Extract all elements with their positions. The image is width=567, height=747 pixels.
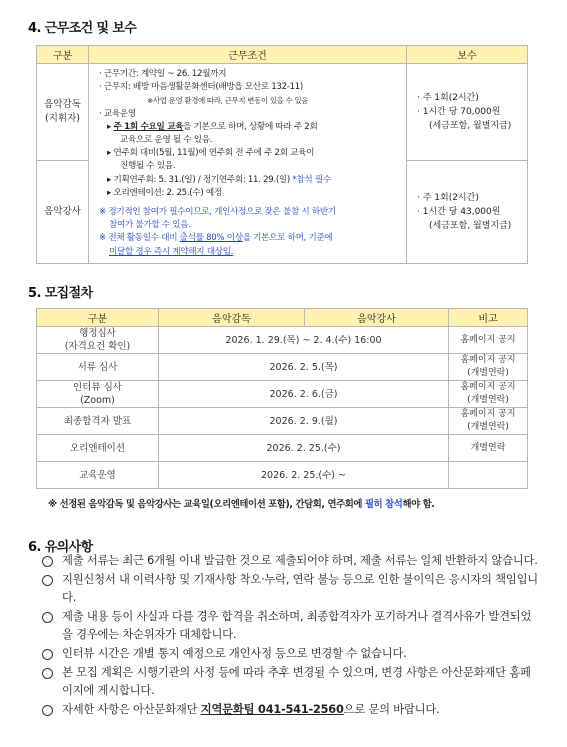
item-text: 지원신청서 내 이력사항 및 기재사항 착오·누락, 연락 불능 등으로 인한 불이익은 응시자의 책임입니다. bbox=[62, 572, 538, 605]
row-label-line: (지휘자) bbox=[45, 112, 80, 124]
header-conditions: 근무조건 bbox=[89, 46, 407, 64]
row-label-music-instructor: 음악강사 bbox=[37, 160, 89, 263]
step-label: 최종합격자 발표 bbox=[37, 408, 159, 435]
step-note-line: (개별연락) bbox=[467, 422, 509, 432]
condition-line bbox=[99, 121, 400, 134]
text-part: 해야 함. bbox=[402, 499, 435, 510]
step-label: 서류 심사 bbox=[37, 354, 159, 381]
list-item bbox=[40, 701, 540, 719]
step-label: 교육운영 bbox=[37, 462, 159, 489]
row-label-line: 음악감독 bbox=[44, 98, 81, 110]
text-emphasis: 주 1회 수요일 교육 bbox=[113, 121, 184, 132]
step-note-line: 홈페이지 공지 bbox=[460, 334, 516, 345]
step-note-line: 홈페이지 공지 bbox=[460, 355, 516, 365]
circle-bullet-icon bbox=[42, 612, 53, 623]
step-label bbox=[37, 381, 159, 408]
table-row bbox=[37, 354, 528, 381]
condition-warning bbox=[99, 232, 400, 245]
section-6-title: 6. 유의사항 bbox=[28, 540, 93, 555]
section-4-title: 4. 근무조건 및 보수 bbox=[28, 21, 137, 36]
header-pay: 보수 bbox=[407, 46, 528, 64]
pay-line: · 1시간 당 70,000원 bbox=[417, 106, 501, 117]
condition-line: ▸ 오리엔테이션: 2. 25.(수) 예정 bbox=[107, 187, 222, 198]
circle-bullet-icon bbox=[42, 556, 53, 567]
pay-line: · 주 1회(2시간) bbox=[417, 92, 479, 103]
pay-line: · 1시간 당 43,000원 bbox=[417, 206, 501, 217]
condition-note: ※사업 운영 환경에 따라, 근무지 변동이 있을 수 있음 bbox=[147, 96, 309, 106]
pay-cell-director bbox=[407, 64, 528, 161]
step-note-line: 홈페이지 공지 bbox=[460, 409, 516, 419]
step-note-line: (개별연락) bbox=[467, 368, 509, 378]
table-row bbox=[37, 64, 528, 161]
text-emphasis: 출석률 80% 이상 bbox=[179, 233, 243, 244]
list-item bbox=[40, 645, 540, 663]
step-note bbox=[449, 327, 528, 354]
table-header-row bbox=[37, 309, 528, 327]
table-row bbox=[37, 462, 528, 489]
pay-cell-instructor bbox=[407, 160, 528, 263]
item-text: 제출 서류는 최근 6개월 이내 발급한 것으로 제출되어야 하며, 제출 서류는 일체 반환하지 않습니다. bbox=[62, 554, 538, 567]
row-label-music-director bbox=[37, 64, 89, 161]
step-date: 2026. 2. 5.(목) bbox=[159, 354, 449, 381]
condition-line: · 근무기간: 계약일 ~ 26. 12월까지 bbox=[99, 69, 227, 79]
text-part: ▸ bbox=[107, 121, 114, 132]
list-item bbox=[40, 664, 540, 701]
header-instructor: 음악강사 bbox=[305, 309, 449, 327]
table-row bbox=[37, 327, 528, 354]
condition-line: 진행될 수 있음. bbox=[120, 161, 176, 172]
step-note: 개별연락 bbox=[449, 435, 528, 462]
condition-warning: 참여가 불가할 수 있음. bbox=[109, 220, 191, 231]
recruitment-procedure-table bbox=[36, 308, 528, 489]
text-part: 으로 문의 바랍니다. bbox=[343, 702, 440, 716]
step-date: 2026. 2. 25.(수) bbox=[159, 435, 449, 462]
step-note bbox=[449, 381, 528, 408]
step-note-line: (개별연락) bbox=[467, 395, 509, 405]
pay-line: (세금포함, 월별지급) bbox=[429, 220, 512, 231]
step-date: 2026. 2. 6.(금) bbox=[159, 381, 449, 408]
step-label bbox=[37, 327, 159, 354]
condition-line bbox=[99, 174, 400, 187]
step-note bbox=[449, 462, 528, 489]
item-text: 제출 내용 등이 사실과 다를 경우 합격을 취소하며, 최종합격자가 포기하거나 결격사유가 발견되었을 경우에는 차순위자가 대체합니다. bbox=[62, 609, 532, 642]
item-text: 본 모집 계획은 시행기관의 사정 등에 따라 추후 변경될 수 있으며, 변경 사항은 아산문화재단 홈페이지에 게시합니다. bbox=[62, 665, 531, 698]
pay-line: (세금포함, 월별지급) bbox=[429, 120, 512, 131]
pay-line: · 주 1회(2시간) bbox=[417, 192, 479, 203]
item-text: 인터뷰 시간은 개별 통지 예정으로 개인사정 등으로 변경할 수 없습니다. bbox=[62, 646, 407, 660]
circle-bullet-icon bbox=[42, 705, 53, 716]
section-5-title: 5. 모집절차 bbox=[28, 286, 93, 301]
circle-bullet-icon bbox=[42, 575, 53, 586]
text-emphasis: *참석 필수 bbox=[292, 174, 331, 185]
circle-bullet-icon bbox=[42, 649, 53, 660]
condition-warning: 미달할 경우 즉시 계약해지 대상임. bbox=[109, 246, 234, 257]
step-note-line: 홈페이지 공지 bbox=[460, 382, 516, 392]
text-part: 을 기본으로 하며, 기준에 bbox=[242, 233, 333, 244]
step-note bbox=[449, 408, 528, 435]
step-label: 오리엔테이션 bbox=[37, 435, 159, 462]
condition-line: ▸ 연주회 대비(5월, 11월)에 연주회 전 주에 주 2회 교육이 bbox=[107, 148, 315, 159]
header-category: 구분 bbox=[37, 46, 89, 64]
table-header-row bbox=[37, 46, 528, 64]
notice-list bbox=[40, 552, 540, 719]
header-category: 구분 bbox=[37, 309, 159, 327]
step-date: 2026. 1. 29.(목) ~ 2. 4.(수) 16:00 bbox=[159, 327, 449, 354]
conditions-cell bbox=[89, 64, 407, 264]
step-label-line: (Zoom) bbox=[80, 395, 115, 406]
step-note bbox=[449, 354, 528, 381]
step-date: 2026. 2. 9.(월) bbox=[159, 408, 449, 435]
text-part: 을 기본으로 하며, 상황에 따라 주 2회 bbox=[183, 121, 318, 132]
work-conditions-table bbox=[36, 45, 528, 264]
header-remarks: 비고 bbox=[449, 309, 528, 327]
circle-bullet-icon bbox=[42, 668, 53, 679]
contact-text: 지역문화팀 041-541-2560 bbox=[200, 702, 344, 716]
list-item bbox=[40, 571, 540, 608]
text-part: ▸ 기획연주회: 5. 31.(일) / 정기연주회: 11. 29.(일) bbox=[107, 174, 293, 185]
list-item bbox=[40, 552, 540, 570]
text-part: ※ 전체 활동일수 대비 bbox=[99, 233, 180, 244]
table-row bbox=[37, 381, 528, 408]
table-row bbox=[37, 408, 528, 435]
procedure-footnote bbox=[48, 496, 434, 510]
table-row bbox=[37, 435, 528, 462]
step-label-line: (자격요건 확인) bbox=[64, 341, 131, 352]
text-part: ※ 선정된 음악감독 및 음악강사는 교육일(오리엔테이션 포함), 간담회, 연주회에 bbox=[48, 499, 365, 510]
step-label-line: 행정심사 bbox=[79, 328, 116, 339]
text-part: 자세한 사항은 아산문화재단 bbox=[62, 702, 201, 716]
condition-line: · 교육운영 bbox=[99, 108, 136, 119]
step-date: 2026. 2. 25.(수) ~ bbox=[159, 462, 449, 489]
header-director: 음악감독 bbox=[159, 309, 305, 327]
list-item bbox=[40, 608, 540, 645]
condition-warning: ※ 정기적인 참여가 필수이므로, 개인사정으로 잦은 불참 시 하반기 bbox=[99, 207, 336, 218]
condition-line: · 근무지: 배방 마음생활문화센터(배방읍 모산로 132-11) bbox=[99, 82, 303, 93]
text-emphasis: 필히 참석 bbox=[364, 499, 403, 510]
condition-line: 교육으로 운영 될 수 있음. bbox=[120, 135, 213, 146]
step-label-line: 인터뷰 심사 bbox=[73, 382, 122, 393]
